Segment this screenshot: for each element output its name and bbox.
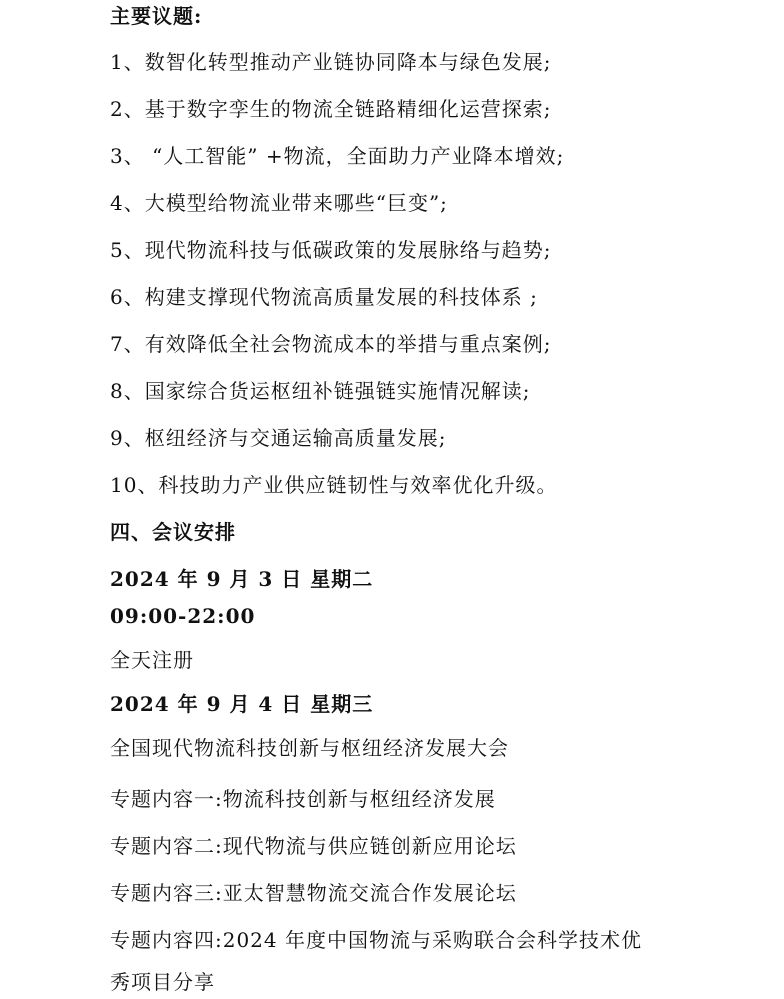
topic-item-3: 3、 “人工智能” +物流，全面助力产业降本增效; — [110, 144, 565, 168]
topic-item-8: 8、国家综合货运枢纽补链强链实施情况解读; — [110, 379, 531, 403]
day2-session-2: 专题内容二:现代物流与供应链创新应用论坛 — [110, 834, 517, 858]
topic-item-5: 5、现代物流科技与低碳政策的发展脉络与趋势; — [110, 238, 552, 262]
day1-date: 2024 年 9 月 3 日 星期二 — [110, 567, 374, 591]
day2-session-3: 专题内容三:亚太智慧物流交流合作发展论坛 — [110, 881, 517, 905]
topic-item-10: 10、科技助力产业供应链韧性与效率优化升级。 — [110, 473, 558, 497]
topic-item-6: 6、构建支撑现代物流高质量发展的科技体系 ; — [110, 285, 538, 309]
topic-item-2: 2、基于数字孪生的物流全链路精细化运营探索; — [110, 97, 552, 121]
topic-item-9: 9、枢纽经济与交通运输高质量发展; — [110, 426, 447, 450]
topic-item-4: 4、大模型给物流业带来哪些“巨变”; — [110, 191, 448, 215]
topics-heading: 主要议题: — [110, 4, 203, 28]
day2-session-4: 专题内容四:2024 年度中国物流与采购联合会科学技术优 — [110, 928, 642, 952]
topic-item-7: 7、有效降低全社会物流成本的举措与重点案例; — [110, 332, 552, 356]
day2-date: 2024 年 9 月 4 日 星期三 — [110, 692, 374, 716]
day1-time: 09:00-22:00 — [110, 604, 256, 628]
day1-activity: 全天注册 — [110, 648, 194, 672]
section-heading-meeting-arrangement: 四、会议安排 — [110, 520, 236, 544]
day2-conference-title: 全国现代物流科技创新与枢纽经济发展大会 — [110, 736, 509, 760]
topic-item-1: 1、数智化转型推动产业链协同降本与绿色发展; — [110, 50, 552, 74]
day2-session-1: 专题内容一:物流科技创新与枢纽经济发展 — [110, 787, 496, 811]
day2-session-4-continuation: 秀项目分享 — [110, 970, 215, 994]
